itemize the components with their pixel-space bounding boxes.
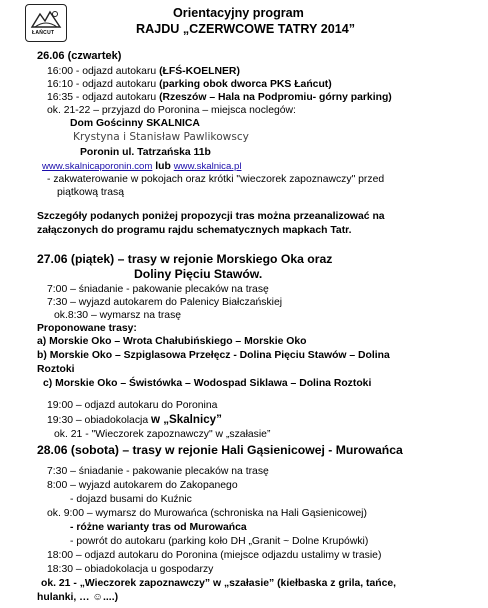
day3-evening-2: 18:30 – obiadokolacja u gospodarzy bbox=[47, 564, 214, 575]
lodging-links: www.skalnicaporonin.com lub www.skalnica.pl bbox=[42, 161, 242, 172]
day3-item-1: 7:30 – śniadanie - pakowanie plecaków na trasę bbox=[47, 466, 269, 477]
routes-title: Proponowane trasy: bbox=[37, 323, 137, 334]
day3-item-3: - dojazd busami do Kuźnic bbox=[70, 494, 192, 505]
day3-item-2: 8:00 – wyjazd autokarem do Zakopanego bbox=[47, 480, 238, 491]
day2-item-1: 7:00 – śniadanie - pakowanie plecaków na trasę bbox=[47, 284, 269, 295]
day2-evening-2: 19:30 – obiadokolacja w „Skalnicy” bbox=[47, 413, 222, 426]
day1-note-line-1: - zakwaterowanie w pokojach oraz krótki "wieczorek zapoznawczy" przed bbox=[47, 174, 385, 185]
day1-note-line-2: piątkową trasą bbox=[57, 187, 124, 198]
title-line-2: RAJDU „CZERWCOWE TATRY 2014” bbox=[136, 22, 356, 36]
day2-heading-line-2: Doliny Pięciu Stawów. bbox=[134, 267, 263, 281]
club-logo bbox=[25, 4, 67, 42]
day1-item-2: 16:10 - odjazd autokaru (parking obok dworca PKS Łańcut) bbox=[47, 79, 332, 90]
day3-final-line-2: hulanki, … ☺....) bbox=[37, 592, 119, 603]
day1-date: 26.06 (czwartek) bbox=[37, 50, 122, 62]
lodging-address: Poronin ul. Tatrzańska 11b bbox=[80, 147, 211, 158]
details-line-2: załączonych do programu rajdu schematycznych mapkach Tatr. bbox=[37, 225, 352, 236]
link-skalnica[interactable]: www.skalnica.pl bbox=[173, 161, 242, 172]
day2-item-3: ok.8:30 – wymarsz na trasę bbox=[54, 310, 182, 321]
title-line-1: Orientacyjny program bbox=[173, 6, 304, 20]
day2-item-2: 7:30 – wyjazd autokarem do Palenicy Białczańskiej bbox=[47, 297, 283, 308]
route-a: a) Morskie Oko – Wrota Chałubińskiego – Morskie Oko bbox=[37, 336, 307, 347]
route-b-line-2: Roztoki bbox=[37, 364, 75, 375]
day2-evening-1: 19:00 – odjazd autokaru do Poronina bbox=[47, 400, 218, 411]
day3-variants: - różne warianty tras od Murowańca bbox=[70, 522, 247, 533]
day3-evening-1: 18:00 – odjazd autokaru do Poronina (miejsce odjazdu ustalimy w trasie) bbox=[47, 550, 382, 561]
day3-item-4: ok. 9:00 – wymarsz do Murowańca (schroniska na Hali Gąsienicowej) bbox=[47, 508, 367, 519]
day2-heading-line-1: 27.06 (piątek) – trasy w rejonie Morskiego Oka oraz bbox=[37, 252, 333, 266]
day2-evening-3: ok. 21 - "Wieczorek zapoznawczy" w „szałasie” bbox=[54, 429, 271, 440]
day1-item-3: 16:35 - odjazd autokaru (Rzeszów – Hala na Podpromiu- górny parking) bbox=[47, 92, 392, 103]
day3-return: - powrót do autokaru (parking koło DH „Granit ~ Dolne Krupówki) bbox=[70, 536, 369, 547]
day3-heading: 28.06 (sobota) – trasy w rejonie Hali Gąsienicowej - Murowańca bbox=[37, 443, 403, 457]
logo-text: ŁAŃCUT bbox=[32, 30, 55, 36]
day1-item-4: ok. 21-22 – przyjazd do Poronina – miejsca noclegów: bbox=[47, 105, 296, 116]
day3-final-line-1: ok. 21 - „Wieczorek zapoznawczy” w „szałasie” (kiełbaska z grila, tańce, bbox=[41, 578, 397, 589]
lodging-name: Dom Gościnny SKALNICA bbox=[70, 118, 200, 129]
details-line-1: Szczegóły podanych poniżej propozycji tras można przeanalizować na bbox=[37, 211, 385, 222]
link-skalnicaporonin[interactable]: www.skalnicaporonin.com bbox=[42, 161, 153, 172]
day1-item-1: 16:00 - odjazd autokaru (ŁFŚ-KOELNER) bbox=[47, 66, 240, 77]
lodging-owners: Krystyna i Stanisław Pawlikowscy bbox=[73, 131, 249, 143]
route-b-line-1: b) Morskie Oko – Szpiglasowa Przełęcz - Dolina Pięciu Stawów – Dolina bbox=[37, 350, 390, 361]
route-c: c) Morskie Oko – Świstówka – Wodospad Siklawa – Dolina Roztoki bbox=[43, 378, 372, 389]
